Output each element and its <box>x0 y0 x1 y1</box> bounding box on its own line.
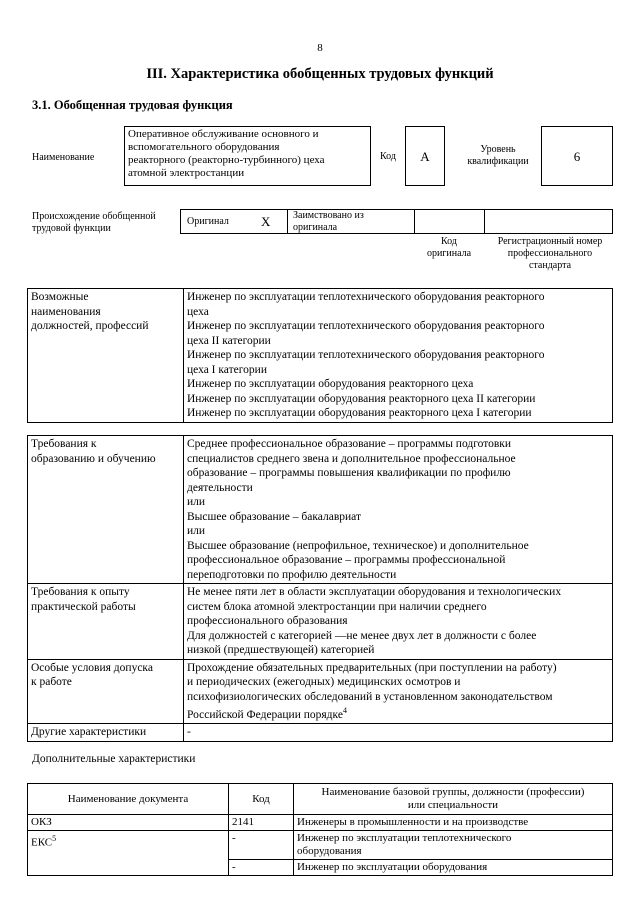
header-name-line: или специальности <box>407 799 499 811</box>
requirement-line: деятельности <box>187 481 253 494</box>
divider <box>484 209 485 234</box>
table-row <box>28 724 613 742</box>
experience-value-cell <box>184 584 613 660</box>
reg-caption <box>486 236 614 272</box>
name-line: Инженер по эксплуатации теплотехнического <box>297 832 512 844</box>
positions-label-line: Возможные <box>31 291 89 303</box>
doc-cell <box>28 831 229 876</box>
header-name <box>294 784 613 815</box>
position-line: Инженер по эксплуатации оборудования реакторного цеха <box>187 378 474 390</box>
name-label: Наименование <box>32 152 95 163</box>
requirement-line: - <box>187 726 191 739</box>
name-cell <box>294 815 613 831</box>
origin-label-line: Происхождение обобщенной <box>32 211 156 222</box>
positions-label-line: наименования <box>31 305 101 318</box>
table-row <box>28 436 613 584</box>
origin-label <box>32 211 156 235</box>
requirement-line: Высшее образование – бакалавриат <box>187 510 361 523</box>
original-mark: X <box>261 214 271 229</box>
code-label: Код <box>380 151 396 162</box>
requirement-line: профессионального образования <box>187 615 348 627</box>
positions-value-cell <box>184 289 613 423</box>
requirement-line: Не менее пяти лет в области эксплуатации оборудования и технологических <box>187 586 562 598</box>
subsection-title: 3.1. Обобщенная трудовая функция <box>32 98 233 112</box>
requirement-line: и периодических (ежегодных) медицинских осмотров и <box>187 676 461 688</box>
code-cell: - <box>229 860 294 876</box>
requirement-label-line: практической работы <box>31 600 136 613</box>
name-line: оборудования <box>297 845 362 857</box>
footnote-mark: 4 <box>342 706 347 715</box>
divider <box>414 209 415 234</box>
requirement-label-line: к работе <box>31 676 72 688</box>
requirement-line: низкой (предшествующей) категорией <box>187 644 375 656</box>
header-code: Код <box>229 784 294 815</box>
name-cell <box>294 831 613 860</box>
code-cell: 2141 <box>229 815 294 831</box>
requirement-label-line: Требования к опыту <box>31 586 130 598</box>
positions-label-cell <box>28 289 184 423</box>
other-value-cell <box>184 724 613 742</box>
requirement-label-line: Особые условия допуска <box>31 661 153 674</box>
admission-label-cell <box>28 659 184 724</box>
requirement-line: или <box>187 496 206 508</box>
requirement-line: Прохождение обязательных предварительных (при поступлении на работу) <box>187 661 557 674</box>
function-name-line: атомной электростанции <box>128 167 245 179</box>
table-row <box>28 784 613 815</box>
requirements-table <box>27 435 613 742</box>
table-row <box>28 659 613 724</box>
additional-table <box>27 783 613 876</box>
function-name-line: реакторного (реакторно-турбинного) цеха <box>128 154 325 166</box>
position-line: Инженер по эксплуатации теплотехнического оборудования реакторного <box>187 291 545 303</box>
requirement-line <box>187 704 609 722</box>
section-title: III. Характеристика обобщенных трудовых функций <box>146 66 494 82</box>
code-cell: - <box>229 831 294 860</box>
doc-cell: ОКЗ <box>28 815 229 831</box>
requirement-line: профессиональное образование – программы профессиональной <box>187 554 506 566</box>
requirement-line: систем блока атомной электростанции при наличии среднего <box>187 600 487 613</box>
requirement-line: психофизиологических обследований в установленном законодательством <box>187 690 553 703</box>
admission-value-cell <box>184 659 613 724</box>
borrowed-label-line: Заимствовано из <box>293 210 364 221</box>
additional-title: Дополнительные характеристики <box>32 753 196 765</box>
function-name-box <box>124 126 371 186</box>
footnote-mark: 5 <box>52 834 57 843</box>
position-line: цеха II категории <box>187 334 271 347</box>
borrowed-label-line: оригинала <box>293 222 338 233</box>
position-line: Инженер по эксплуатации теплотехнического оборудования реакторного <box>187 349 545 361</box>
code-caption-line: Код <box>441 236 457 247</box>
original-label: Оригинал <box>187 216 229 227</box>
level-label <box>462 144 534 168</box>
code-value: А <box>405 126 445 186</box>
positions-label-line: должностей, профессий <box>31 320 149 332</box>
position-line: цеха <box>187 305 209 318</box>
name-line: Инженеры в промышленности и на производстве <box>297 816 529 828</box>
table-row <box>28 584 613 660</box>
positions-table <box>27 288 613 423</box>
education-label-cell <box>28 436 184 584</box>
level-value: 6 <box>541 126 613 186</box>
divider <box>287 209 288 234</box>
doc-text: ЕКС <box>31 836 53 849</box>
function-name-line: вспомогательного оборудования <box>128 141 280 153</box>
level-label-line: квалификации <box>467 156 529 167</box>
other-label-cell <box>28 724 184 742</box>
position-line: цеха I категории <box>187 363 267 376</box>
reg-caption-line: Регистрационный номер <box>497 236 603 247</box>
requirement-line: специалистов среднего звена и дополнительное профессиональное <box>187 452 516 465</box>
requirement-line: или <box>187 525 206 537</box>
origin-label-line: трудовой функции <box>32 223 111 234</box>
header-doc: Наименование документа <box>28 784 229 815</box>
requirement-line: Среднее профессиональное образование – программы подготовки <box>187 438 512 450</box>
table-row <box>28 815 613 831</box>
requirement-line: Для должностей с категорией —не менее двух лет в должности с более <box>187 629 537 642</box>
requirement-line: образование – программы повышения квалификации по профилю <box>187 467 511 479</box>
code-caption-line: оригинала <box>426 248 472 259</box>
name-line: Инженер по эксплуатации оборудования <box>297 861 488 873</box>
function-name-line: Оперативное обслуживание основного и <box>128 128 319 140</box>
position-line: Инженер по эксплуатации оборудования реакторного цеха I категории <box>187 407 532 419</box>
requirement-text: Российской Федерации порядке <box>187 708 343 721</box>
level-label-line: Уровень <box>480 144 516 155</box>
position-line: Инженер по эксплуатации теплотехнического оборудования реакторного <box>187 320 545 332</box>
origin-table <box>180 209 613 234</box>
requirement-label-line: Требования к <box>31 438 97 450</box>
table-row <box>28 289 613 423</box>
code-caption <box>413 236 485 260</box>
table-row <box>28 831 613 860</box>
reg-caption-line: профессионального <box>507 248 593 259</box>
requirement-label-line: Другие характеристики <box>31 726 147 739</box>
page-number: 8 <box>317 42 323 54</box>
position-line: Инженер по эксплуатации оборудования реакторного цеха II категории <box>187 392 536 405</box>
name-cell <box>294 860 613 876</box>
requirement-line: Высшее образование (непрофильное, техническое) и дополнительное <box>187 539 529 552</box>
header-name-line: Наименование базовой группы, должности (профессии) <box>321 786 585 798</box>
borrowed-label <box>293 210 364 234</box>
requirement-line: переподготовки по профилю деятельности <box>187 568 397 581</box>
education-value-cell <box>184 436 613 584</box>
requirement-label-line: образованию и обучению <box>31 452 156 465</box>
experience-label-cell <box>28 584 184 660</box>
reg-caption-line: стандарта <box>528 260 572 271</box>
